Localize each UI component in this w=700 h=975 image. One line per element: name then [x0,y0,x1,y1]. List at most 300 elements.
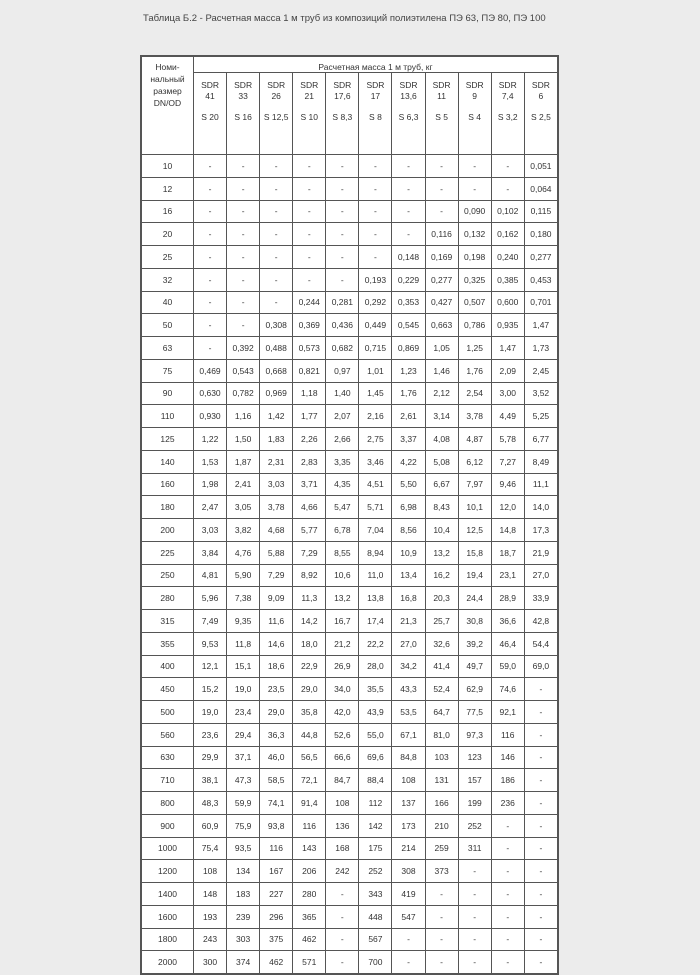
mass-cell: 311 [458,837,491,860]
mass-cell: 23,4 [227,701,260,724]
mass-cell: 243 [194,928,227,951]
mass-cell: 11,8 [227,632,260,655]
mass-cell: 0,102 [491,200,524,223]
sdr-label: SDR [201,80,220,90]
mass-cell: - [359,200,392,223]
nominal-size-cell: 1400 [142,883,194,906]
mass-cell: 5,71 [359,496,392,519]
mass-cell: 303 [227,928,260,951]
mass-cell: - [326,223,359,246]
mass-cell: 0,630 [194,382,227,405]
mass-cell: 0,115 [524,200,557,223]
mass-cell: 0,821 [293,359,326,382]
nominal-size-cell: 2000 [142,951,194,974]
mass-cell: 27,0 [524,564,557,587]
mass-cell: 81,0 [425,723,458,746]
mass-cell: - [194,200,227,223]
mass-cell: 2,12 [425,382,458,405]
mass-cell: 0,701 [524,291,557,314]
nominal-size-cell: 250 [142,564,194,587]
mass-cell: 44,8 [293,723,326,746]
mass-cell: 52,4 [425,678,458,701]
mass-cell: 46,4 [491,632,524,655]
nominal-size-cell: 630 [142,746,194,769]
mass-cell: - [194,268,227,291]
mass-cell: 10,1 [458,496,491,519]
mass-cell: 4,49 [491,405,524,428]
mass-cell: 1,83 [260,428,293,451]
mass-cell: 259 [425,837,458,860]
mass-cell: 0,545 [392,314,425,337]
mass-cell: 373 [425,860,458,883]
mass-cell: 8,92 [293,564,326,587]
mass-cell: 8,43 [425,496,458,519]
mass-cell: 23,5 [260,678,293,701]
mass-cell: 4,81 [194,564,227,587]
mass-cell: 0,969 [260,382,293,405]
s-series-value: S 3,2 [497,112,518,122]
mass-cell: 39,2 [458,632,491,655]
mass-cell: - [293,223,326,246]
mass-cell: - [458,860,491,883]
mass-cell: 2,66 [326,428,359,451]
mass-cell: 11,6 [260,610,293,633]
mass-cell: 0,436 [326,314,359,337]
mass-cell: 0,277 [524,246,557,269]
sdr-value: 17,6 [334,91,351,101]
mass-cell: 64,7 [425,701,458,724]
mass-cell: 6,78 [326,519,359,542]
table-row [142,905,558,928]
mass-cell: 199 [458,792,491,815]
mass-cell: - [491,883,524,906]
header-nominal-size-line: нальный [150,74,185,84]
mass-cell: 34,0 [326,678,359,701]
table-row [142,359,558,382]
mass-cell: 1,42 [260,405,293,428]
table-row [142,928,558,951]
table-row [142,564,558,587]
mass-cell: - [458,883,491,906]
mass-cell: 0,573 [293,337,326,360]
mass-cell: 21,9 [524,541,557,564]
mass-cell: 14,6 [260,632,293,655]
mass-cell: 1,76 [392,382,425,405]
mass-cell: 35,8 [293,701,326,724]
mass-cell: 12,1 [194,655,227,678]
sdr-value: 26 [271,91,281,101]
sdr-column-header [359,73,392,155]
mass-cell: 142 [359,814,392,837]
mass-cell: 8,55 [326,541,359,564]
s-series-value: S 2,5 [530,112,551,122]
sdr-column-header [425,73,458,155]
mass-cell: 93,8 [260,814,293,837]
mass-cell: 18,0 [293,632,326,655]
mass-cell: - [425,951,458,974]
mass-cell: 56,5 [293,746,326,769]
mass-cell: - [524,723,557,746]
mass-cell: 1,87 [227,450,260,473]
mass-cell: 0,169 [425,246,458,269]
table-row [142,541,558,564]
header-nominal-size-line: DN/OD [153,98,182,108]
mass-cell: 3,37 [392,428,425,451]
mass-cell: 0,488 [260,337,293,360]
mass-cell: 193 [194,905,227,928]
mass-cell: 308 [392,860,425,883]
mass-cell: 0,090 [458,200,491,223]
mass-cell: - [491,860,524,883]
sdr-column-header [293,73,326,155]
table-row [142,814,558,837]
mass-cell: 3,46 [359,450,392,473]
mass-cell: 0,198 [458,246,491,269]
header-nominal-size [142,57,194,155]
mass-cell: 2,07 [326,405,359,428]
table-row [142,519,558,542]
mass-cell: 2,31 [260,450,293,473]
mass-cell: 54,4 [524,632,557,655]
sdr-column-header [392,73,425,155]
nominal-size-cell: 160 [142,473,194,496]
mass-cell: 69,6 [359,746,392,769]
mass-cell: - [359,223,392,246]
mass-cell: 0,663 [425,314,458,337]
nominal-size-cell: 560 [142,723,194,746]
mass-cell: - [491,905,524,928]
table-row [142,769,558,792]
mass-cell: 26,9 [326,655,359,678]
s-series-value: S 5 [435,112,448,122]
table-row [142,610,558,633]
mass-cell: - [293,268,326,291]
table-row [142,337,558,360]
mass-cell: 0,292 [359,291,392,314]
mass-cell: 700 [359,951,392,974]
mass-cell: 239 [227,905,260,928]
table-row [142,883,558,906]
nominal-size-cell: 40 [142,291,194,314]
mass-cell: 116 [293,814,326,837]
mass-cell: 5,47 [326,496,359,519]
mass-cell: 4,35 [326,473,359,496]
mass-cell: 37,1 [227,746,260,769]
mass-cell: 108 [392,769,425,792]
mass-cell: 59,0 [491,655,524,678]
nominal-size-cell: 1000 [142,837,194,860]
mass-cell: 2,47 [194,496,227,519]
table-row [142,223,558,246]
mass-cell: - [491,155,524,178]
s-series-value: S 8,3 [332,112,353,122]
sdr-label: SDR [465,80,484,90]
mass-cell: 97,3 [458,723,491,746]
mass-cell: 11,3 [293,587,326,610]
s-series-value: S 4 [468,112,482,122]
mass-cell: 571 [293,951,326,974]
mass-cell: 137 [392,792,425,815]
mass-cell: 567 [359,928,392,951]
mass-cell: - [425,177,458,200]
nominal-size-cell: 75 [142,359,194,382]
mass-cell: 0,281 [326,291,359,314]
mass-cell: 49,7 [458,655,491,678]
mass-cell: - [491,837,524,860]
mass-cell: 88,4 [359,769,392,792]
mass-cell: 0,051 [524,155,557,178]
mass-cell: 27,0 [392,632,425,655]
mass-cell: 36,3 [260,723,293,746]
mass-cell: 5,08 [425,450,458,473]
mass-cell: 13,2 [425,541,458,564]
mass-cell: 21,2 [326,632,359,655]
sdr-column-header [491,73,524,155]
mass-cell: - [491,814,524,837]
nominal-size-cell: 355 [142,632,194,655]
table-row [142,473,558,496]
s-series-value: S 6,3 [398,112,419,122]
mass-cell: 1,47 [524,314,557,337]
mass-cell: 2,41 [227,473,260,496]
mass-cell: 77,5 [458,701,491,724]
mass-cell: 43,9 [359,701,392,724]
mass-cell: 242 [326,860,359,883]
sdr-header-row [142,73,558,155]
mass-cell: - [491,177,524,200]
mass-cell: 9,35 [227,610,260,633]
mass-cell: - [326,928,359,951]
nominal-size-cell: 1600 [142,905,194,928]
mass-cell: 5,50 [392,473,425,496]
mass-cell: 13,2 [326,587,359,610]
table-row [142,837,558,860]
mass-cell: 6,98 [392,496,425,519]
mass-cell: 0,116 [425,223,458,246]
mass-cell: 0,782 [227,382,260,405]
nominal-size-cell: 180 [142,496,194,519]
mass-cell: 4,22 [392,450,425,473]
table-body [142,155,558,974]
mass-cell: 19,0 [227,678,260,701]
mass-cell: 9,09 [260,587,293,610]
mass-cell: - [227,177,260,200]
table-row [142,723,558,746]
mass-cell: - [458,155,491,178]
table-row [142,177,558,200]
sdr-column-header [524,73,557,155]
nominal-size-cell: 225 [142,541,194,564]
mass-cell: 3,03 [194,519,227,542]
nominal-size-cell: 20 [142,223,194,246]
mass-cell: 146 [491,746,524,769]
mass-cell: 0,385 [491,268,524,291]
nominal-size-cell: 50 [142,314,194,337]
mass-cell: 157 [458,769,491,792]
sdr-value: 7,4 [501,91,514,101]
sdr-value: 33 [238,91,248,101]
mass-cell: - [326,246,359,269]
mass-cell: 5,90 [227,564,260,587]
mass-cell: 0,935 [491,314,524,337]
nominal-size-cell: 12 [142,177,194,200]
mass-cell: 280 [293,883,326,906]
mass-cell: - [260,268,293,291]
mass-cell: 25,7 [425,610,458,633]
sdr-label: SDR [399,80,418,90]
mass-cell: 28,0 [359,655,392,678]
mass-cell: 84,8 [392,746,425,769]
mass-cell: - [524,678,557,701]
mass-cell: 5,25 [524,405,557,428]
mass-cell: 1,25 [458,337,491,360]
mass-cell: 30,8 [458,610,491,633]
table-row [142,314,558,337]
mass-cell: - [260,177,293,200]
mass-cell: 1,47 [491,337,524,360]
nominal-size-cell: 1200 [142,860,194,883]
mass-cell: - [227,291,260,314]
mass-cell: 22,9 [293,655,326,678]
mass-cell: 0,132 [458,223,491,246]
table-row [142,746,558,769]
mass-cell: 12,5 [458,519,491,542]
mass-cell: - [194,337,227,360]
mass-cell: 15,2 [194,678,227,701]
sdr-column-header [260,73,293,155]
nominal-size-cell: 280 [142,587,194,610]
mass-cell: 2,75 [359,428,392,451]
header-nominal-size-line: Номи- [155,62,180,72]
sdr-value: 6 [538,91,544,101]
mass-cell: 9,46 [491,473,524,496]
mass-cell: 0,064 [524,177,557,200]
mass-cell: - [491,951,524,974]
mass-cell: 19,0 [194,701,227,724]
table-caption: Таблица Б.2 - Расчетная масса 1 м труб из композиций полиэтилена ПЭ 63, ПЭ 80, ПЭ 100 [143,13,546,24]
mass-cell: - [425,200,458,223]
mass-cell: 3,82 [227,519,260,542]
table-row [142,428,558,451]
mass-cell: - [260,155,293,178]
nominal-size-cell: 710 [142,769,194,792]
mass-cell: 36,6 [491,610,524,633]
mass-cell: 29,4 [227,723,260,746]
mass-cell: 34,2 [392,655,425,678]
mass-cell: - [194,177,227,200]
mass-cell: 1,23 [392,359,425,382]
mass-cell: 43,3 [392,678,425,701]
mass-cell: 0,392 [227,337,260,360]
mass-cell: 448 [359,905,392,928]
mass-cell: - [194,314,227,337]
mass-cell: 167 [260,860,293,883]
mass-cell: 1,05 [425,337,458,360]
mass-cell: 1,76 [458,359,491,382]
mass-cell: 3,14 [425,405,458,428]
mass-cell: 116 [260,837,293,860]
mass-cell: 0,240 [491,246,524,269]
mass-cell: 4,66 [293,496,326,519]
mass-cell: 136 [326,814,359,837]
mass-cell: 5,96 [194,587,227,610]
mass-cell: 0,325 [458,268,491,291]
mass-cell: 173 [392,814,425,837]
mass-cell: 2,54 [458,382,491,405]
table-row [142,382,558,405]
mass-cell: 7,97 [458,473,491,496]
mass-cell: 4,08 [425,428,458,451]
nominal-size-cell: 16 [142,200,194,223]
mass-cell: 0,449 [359,314,392,337]
mass-cell: - [260,246,293,269]
mass-cell: - [524,837,557,860]
mass-cell: 374 [227,951,260,974]
mass-cell: 296 [260,905,293,928]
mass-cell: 462 [260,951,293,974]
mass-cell: 35,5 [359,678,392,701]
sdr-column-header [326,73,359,155]
mass-cell: 91,4 [293,792,326,815]
mass-cell: 186 [491,769,524,792]
mass-cell: 2,16 [359,405,392,428]
mass-cell: 7,27 [491,450,524,473]
mass-cell: 9,53 [194,632,227,655]
table-row [142,450,558,473]
mass-cell: - [524,746,557,769]
mass-cell: 6,77 [524,428,557,451]
mass-cell: - [227,223,260,246]
s-series-value: S 20 [201,112,219,122]
mass-cell: 4,76 [227,541,260,564]
table-row [142,268,558,291]
nominal-size-cell: 10 [142,155,194,178]
nominal-size-cell: 400 [142,655,194,678]
table-row [142,200,558,223]
mass-cell: 11,0 [359,564,392,587]
mass-cell: 23,6 [194,723,227,746]
mass-cell: 1,01 [359,359,392,382]
nominal-size-cell: 315 [142,610,194,633]
sdr-label: SDR [267,80,286,90]
mass-cell: 18,6 [260,655,293,678]
mass-cell: 112 [359,792,392,815]
table-row [142,496,558,519]
mass-cell: 3,84 [194,541,227,564]
mass-cell: 0,148 [392,246,425,269]
mass-cell: - [425,883,458,906]
mass-cell: 22,2 [359,632,392,655]
mass-cell: 29,0 [293,678,326,701]
mass-cell: 46,0 [260,746,293,769]
mass-cell: 5,77 [293,519,326,542]
table-row [142,655,558,678]
table-row [142,632,558,655]
mass-cell: 166 [425,792,458,815]
mass-cell: 7,29 [260,564,293,587]
nominal-size-cell: 1800 [142,928,194,951]
mass-cell: 47,3 [227,769,260,792]
mass-cell: - [524,905,557,928]
mass-cell: - [458,177,491,200]
mass-cell: 227 [260,883,293,906]
mass-cell: - [458,905,491,928]
table-row [142,155,558,178]
mass-cell: 29,9 [194,746,227,769]
mass-cell: 116 [491,723,524,746]
mass-cell: 53,5 [392,701,425,724]
sdr-value: 17 [370,91,381,101]
